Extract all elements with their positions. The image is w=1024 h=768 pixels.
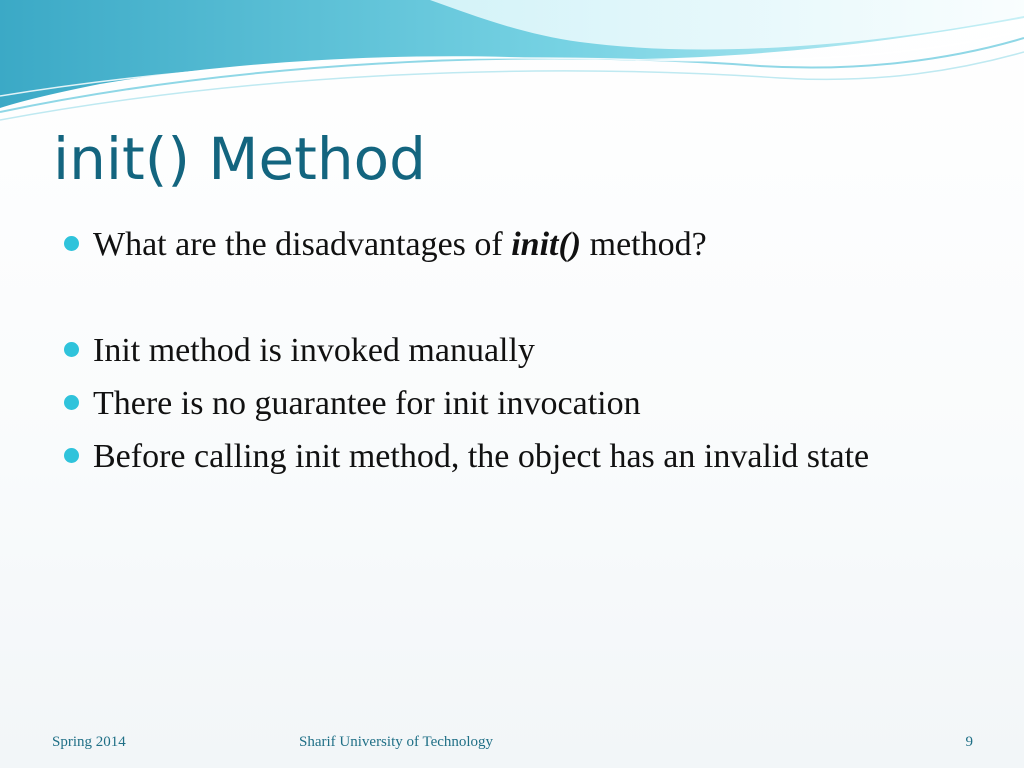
footer-page-number: 9 [965, 734, 973, 750]
decorative-wave-header [0, 0, 1024, 130]
bullet-item [62, 436, 962, 478]
bullet-item-question [62, 224, 962, 266]
bullet-dot-icon [64, 395, 79, 410]
slide-title: init() Method [53, 125, 426, 193]
footer-institution: Sharif University of Technology [299, 734, 494, 750]
bullet-emphasis-init: init() [511, 226, 582, 263]
bullet-text-prefix: What are the disadvantages of [93, 226, 512, 263]
bullet-item [62, 330, 962, 372]
footer-date: Spring 2014 [52, 734, 126, 750]
bullet-text-suffix: method? [581, 226, 707, 263]
bullet-dot-icon [64, 448, 79, 463]
bullet-list [62, 224, 962, 478]
bullet-dot-icon [64, 342, 79, 357]
bullet-text: There is no guarantee for init invocation [93, 385, 641, 422]
bullet-dot-icon [64, 236, 79, 251]
bullet-item [62, 383, 962, 425]
bullet-text: Before calling init method, the object has an invalid state [93, 438, 870, 475]
bullet-text: Init method is invoked manually [93, 332, 535, 369]
